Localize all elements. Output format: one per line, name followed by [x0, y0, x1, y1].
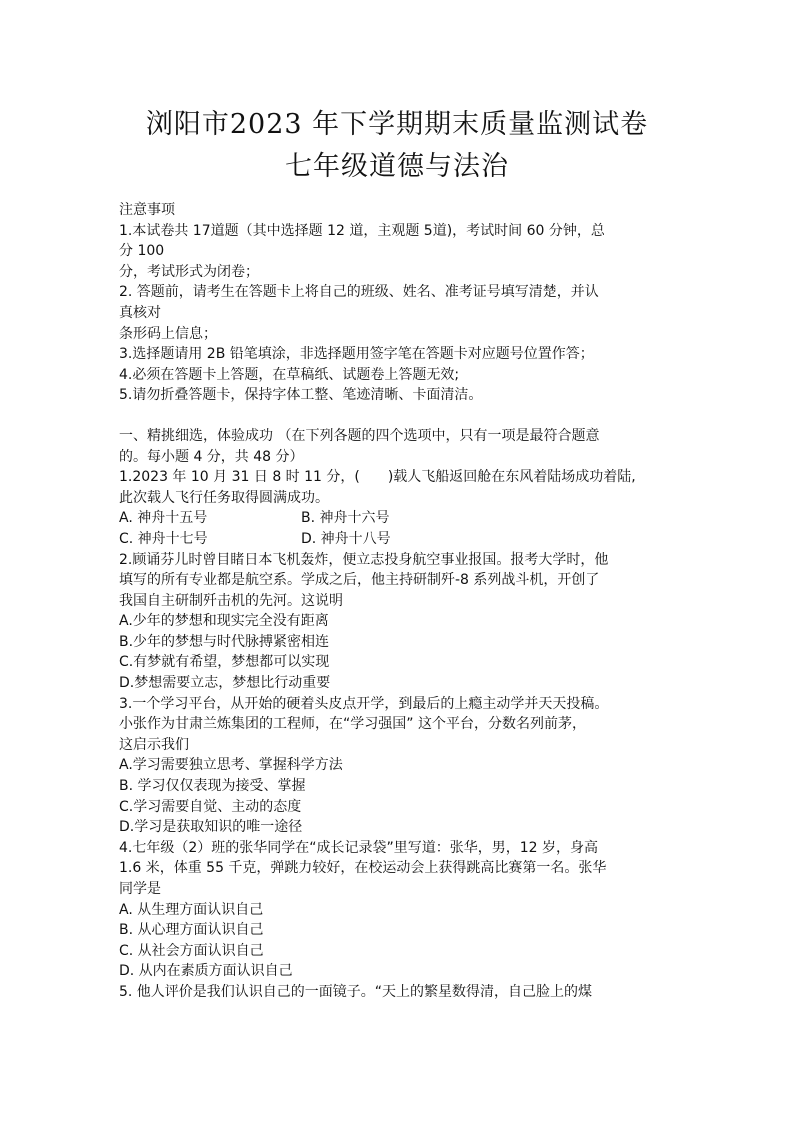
notice-line: 4.必须在答题卡上答题，在草稿纸、试题卷上答题无效; [119, 366, 460, 383]
section-heading: 一、精挑细选，体验成功 （在下列各题的四个选项中，只有一项是最符合题意 [119, 427, 600, 444]
q1-option-a: A. 神舟十五号 [119, 510, 208, 527]
q4-option-a: A. 从生理方面认识自己 [119, 901, 264, 918]
notice-line: 3.选择题请用 2B 铅笔填涂，非选择题用签字笔在答题卡对应题号位置作答； [119, 346, 594, 363]
q1-options-row [119, 529, 682, 550]
notice-line: 分 100 [119, 243, 165, 260]
q5-stem: 5. 他人评价是我们认识自己的一面镜子。“天上的繁星数得清，自己脸上的煤 [119, 983, 593, 1000]
q3-stem: 这启示我们 [119, 736, 189, 753]
notice-line: 分，考试形式为闭卷； [119, 263, 259, 280]
q2-stem: 我国自主研制歼击机的先河。这说明 [119, 592, 343, 609]
q2-stem: 2.顾诵芬儿时曾目睹日本飞机轰炸，便立志投身航空事业报国。报考大学时，他 [119, 551, 609, 568]
exam-body [119, 200, 682, 1003]
q1-stem: 此次载人飞行任务取得圆满成功。 [119, 489, 329, 506]
notice-line: 5.请勿折叠答题卡，保持字体工整、笔迹清晰、卡面清洁。 [119, 387, 483, 404]
exam-subject: 七年级道德与法治 [285, 151, 509, 182]
q2-option-c: C.有梦就有希望，梦想都可以实现 [119, 654, 330, 671]
q3-option-b: B. 学习仅仅表现为接受、掌握 [119, 778, 306, 795]
notice-line: 真核对 [119, 304, 161, 321]
q3-option-a: A.学习需要独立思考、掌握科学方法 [119, 757, 343, 774]
q3-stem: 3.一个学习平台，从开始的硬着头皮点开学，到最后的上瘾主动学并天天投稿。 [119, 695, 609, 712]
q4-option-c: C. 从社会方面认识自己 [119, 942, 264, 959]
notice-line: 2. 答题前，请考生在答题卡上将自己的班级、姓名、准考证号填写清楚，并认 [119, 284, 599, 301]
q2-stem: 填写的所有专业都是航空系。学成之后，他主持研制歼-8 系列战斗机，开创了 [119, 572, 600, 589]
q3-option-d: D.学习是获取知识的唯一途径 [119, 819, 303, 836]
q2-option-b: B.少年的梦想与时代脉搏紧密相连 [119, 633, 330, 650]
q4-option-d: D. 从内在素质方面认识自己 [119, 963, 293, 980]
q4-stem: 1.6 米，体重 55 千克，弹跳力较好，在校运动会上获得跳高比赛第一名。张华 [119, 860, 607, 877]
q3-stem: 小张作为甘肃兰炼集团的工程师，在“学习强国” 这个平台，分数名列前茅， [119, 716, 586, 733]
notice-line: 条形码上信息； [119, 325, 217, 342]
q2-option-d: D.梦想需要立志，梦想比行动重要 [119, 675, 331, 692]
q3-option-c: C.学习需要自觉、主动的态度 [119, 798, 302, 815]
q4-stem: 同学是 [119, 881, 161, 897]
q1-option-c: C. 神舟十七号 [119, 530, 208, 547]
section-gap [119, 406, 682, 426]
q1-option-d: D. 神舟十八号 [301, 530, 391, 547]
notice-line: 1.本试卷共 17道题（其中选择题 12 道，主观题 5道)，考试时间 60 分钟，总 [119, 222, 605, 239]
section-heading: 的。每小题 4 分，共 48 分） [119, 448, 304, 465]
q1-options-row [119, 508, 682, 529]
exam-title: 浏阳市2023 年下学期期末质量监测试卷 [145, 109, 649, 140]
q1-stem: 1.2023 年 10 月 31 日 8 时 11 分，( )载人飞船返回舱在东风着陆场成功着陆, [119, 469, 636, 486]
q4-option-b: B. 从心理方面认识自己 [119, 922, 264, 939]
q1-option-b: B. 神舟十六号 [301, 510, 390, 527]
notice-heading: 注意事项 [119, 202, 175, 218]
q2-option-a: A.少年的梦想和现实完全没有距离 [119, 613, 329, 630]
q4-stem: 4.七年级（2）班的张华同学在“成长记录袋”里写道：张华，男，12 岁，身高 [119, 839, 599, 856]
